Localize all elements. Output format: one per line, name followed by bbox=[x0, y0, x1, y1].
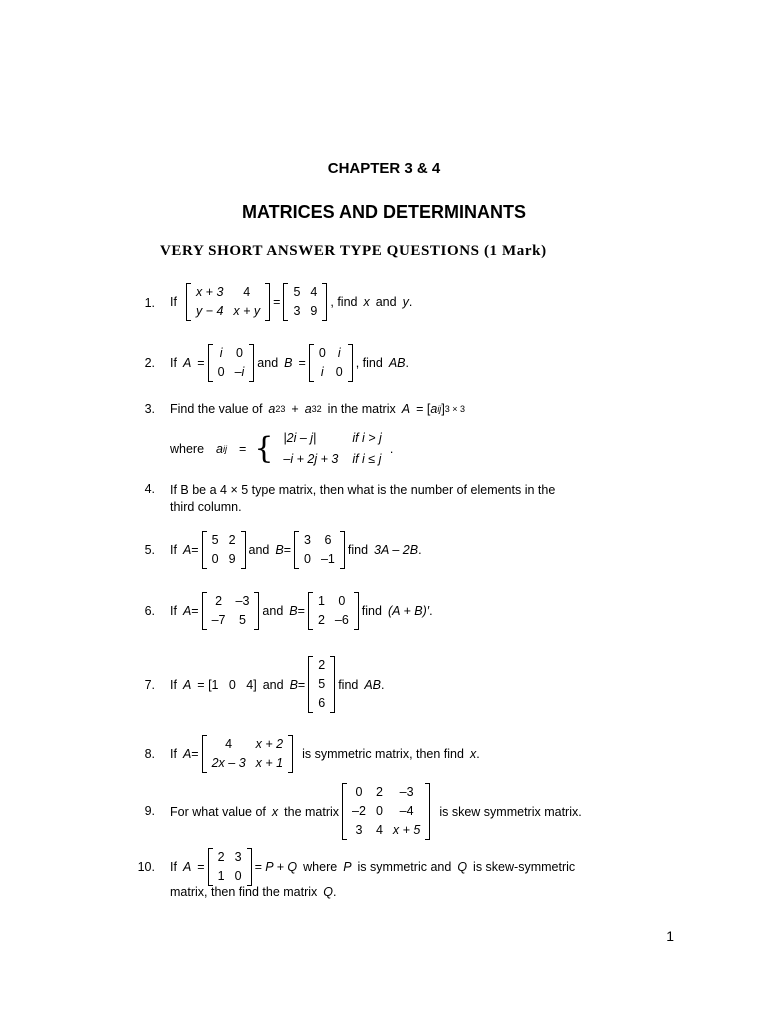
question-number: 1. bbox=[144, 296, 155, 310]
matrix: x + 3 4 y − 4 x + y bbox=[186, 283, 270, 321]
question-number: 9. bbox=[144, 804, 155, 818]
section-subtitle: VERY SHORT ANSWER TYPE QUESTIONS (1 Mark) bbox=[160, 243, 547, 259]
page-title: MATRICES AND DETERMINANTS bbox=[242, 202, 526, 222]
matrix: 3 6 0 –1 bbox=[294, 531, 345, 569]
question-3-definition: where a ij = { |2i – j| if i > j –i + 2j + 3 if i ≤ j . bbox=[170, 431, 394, 466]
question-3: Find the value of a 23 + a 32 in the matrix A = [ a ij ] 3 × 3 bbox=[170, 402, 466, 416]
question-2: If A = i 0 0 –i and B = 0 i i 0 , find AB . bbox=[170, 344, 409, 382]
brace-icon: { bbox=[254, 431, 274, 466]
matrix: 0 i i 0 bbox=[309, 344, 353, 382]
matrix: 2 5 6 bbox=[308, 656, 335, 713]
question-number: 10. bbox=[137, 860, 155, 874]
question-number: 4. bbox=[144, 482, 155, 496]
matrix: 2 –3 –7 5 bbox=[202, 592, 260, 630]
question-4: If B be a 4 × 5 type matrix, then what is the number of elements in the third column. bbox=[170, 483, 556, 514]
matrix: 5 2 0 9 bbox=[202, 531, 246, 569]
question-number: 2. bbox=[144, 356, 155, 370]
question-10-continued: matrix, then find the matrix Q . bbox=[170, 885, 337, 899]
matrix: 4 x + 2 2x – 3 x + 1 bbox=[202, 735, 294, 773]
question-6: If A = 2 –3 –7 5 and B = 1 0 2 –6 find (A + B)′ . bbox=[170, 592, 433, 630]
chapter-heading: CHAPTER 3 & 4 bbox=[327, 160, 441, 177]
question-number: 3. bbox=[144, 402, 155, 416]
question-7: If A = [1 0 4] and B = 2 5 6 find AB . bbox=[170, 656, 385, 713]
question-10: If A = 2 3 1 0 = P + Q where P is symmetric and Q is skew-symmetric bbox=[170, 848, 575, 886]
question-number: 8. bbox=[144, 747, 155, 761]
matrix: 5 4 3 9 bbox=[283, 283, 327, 321]
question-1: If x + 3 4 y − 4 x + y = 5 4 3 9 , find x and y . bbox=[170, 283, 412, 321]
question-8: If A = 4 x + 2 2x – 3 x + 1 is symmetric matrix, then find x . bbox=[170, 735, 480, 773]
question-number: 7. bbox=[144, 678, 155, 692]
question-5: If A = 5 2 0 9 and B = 3 6 0 –1 find 3A – 2B . bbox=[170, 531, 422, 569]
page-number: 1 bbox=[666, 928, 674, 944]
matrix: 1 0 2 –6 bbox=[308, 592, 359, 630]
question-number: 6. bbox=[144, 604, 155, 618]
question-9: For what value of x the matrix 0 2 –3 –2 0 –4 3 4 x + 5 is skew symmetrix matrix. bbox=[170, 783, 582, 840]
matrix: i 0 0 –i bbox=[208, 344, 255, 382]
matrix: 0 2 –3 –2 0 –4 3 4 x + 5 bbox=[342, 783, 430, 840]
question-number: 5. bbox=[144, 543, 155, 557]
matrix: 2 3 1 0 bbox=[208, 848, 252, 886]
